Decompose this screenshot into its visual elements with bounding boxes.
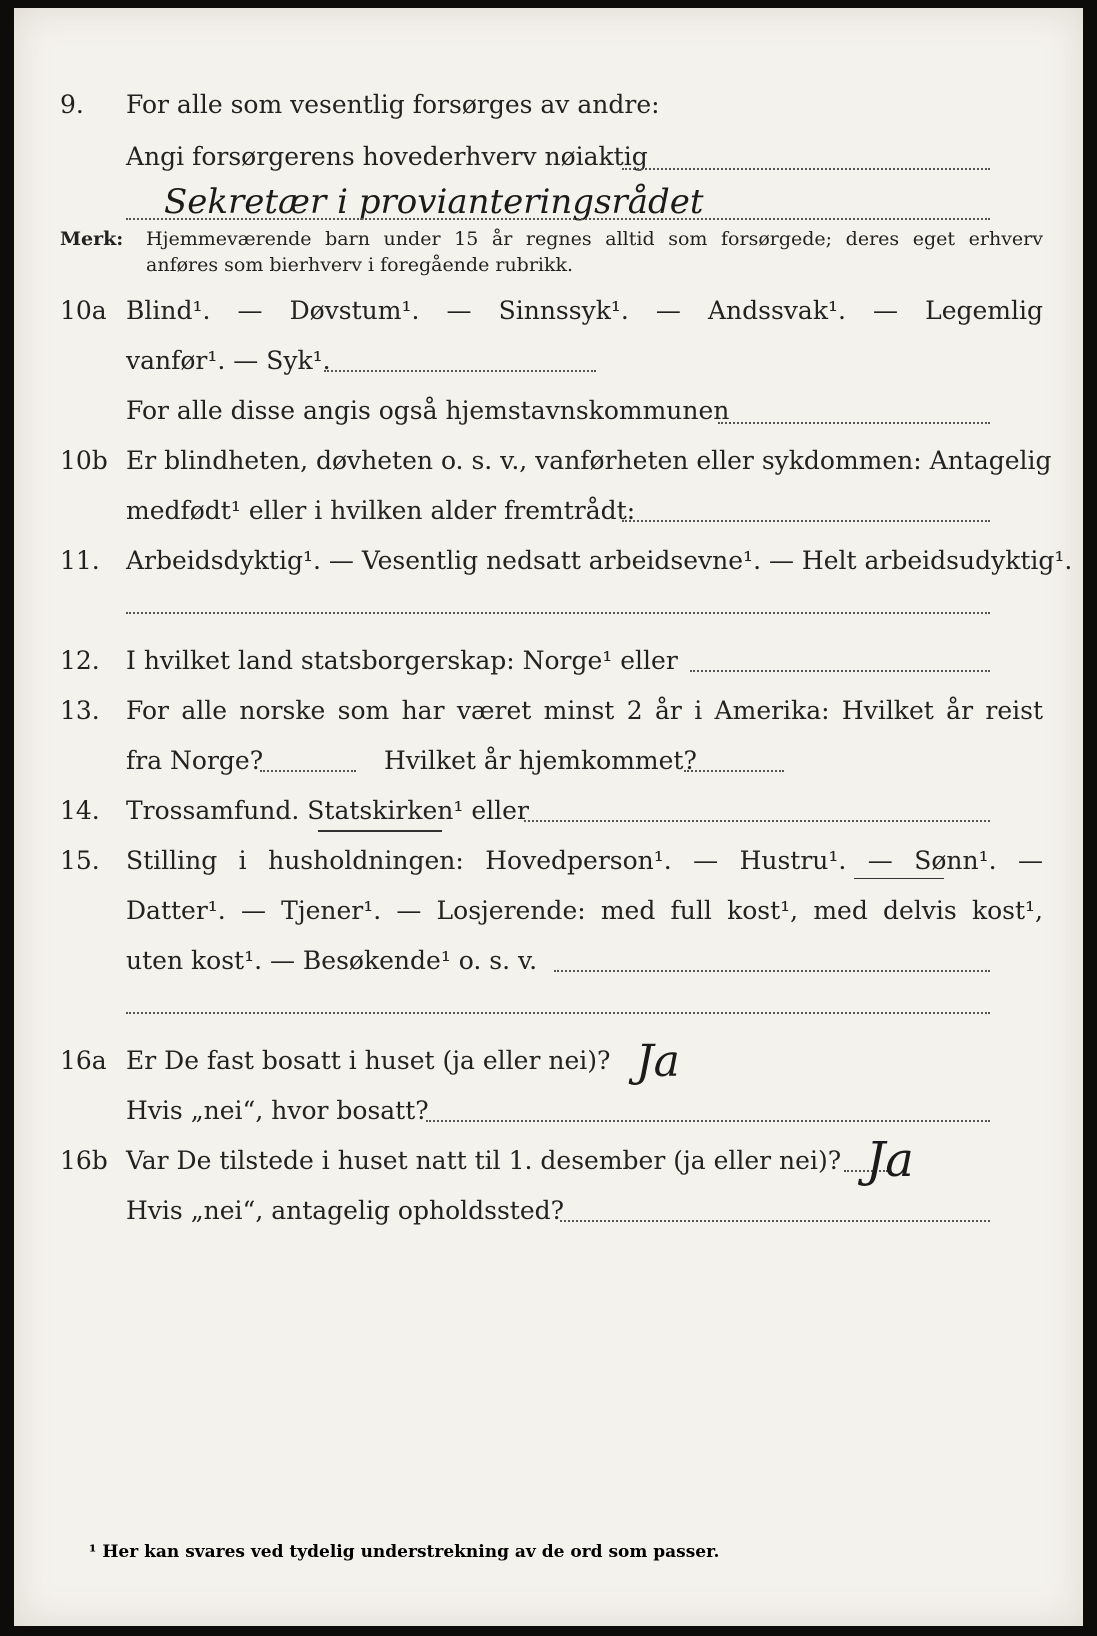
footnote: ¹ Her kan svares ved tydelig understrekning av de ord som passer. [89,1542,720,1562]
q10a-number: 10a [60,296,107,325]
q14-number: 14. [60,796,100,825]
q15-text-1: Stilling i husholdningen: Hovedperson¹. — Hustru¹. — Sønn¹. — [126,846,1043,875]
q10a-answer-line[interactable] [324,370,596,372]
q10a-row-3 [14,396,1083,436]
q11-text-1: Arbeidsdyktig¹. — Vesentlig nedsatt arbeidsevne¹. — Helt arbeidsudyktig¹. [126,546,1073,575]
q9-row-1 [14,90,1083,130]
q12-row-1 [14,646,1083,686]
q14-row-1 [14,796,1083,836]
q10a-row-1 [14,296,1083,336]
q9-handwritten-answer: Sekretær i provianteringsrådet [164,182,704,222]
q10a-text-1: Blind¹. — Døvstum¹. — Sinnssyk¹. — Andssvak¹. — Legemlig [126,296,1043,325]
q13-hjemkommet-line[interactable] [684,770,784,772]
merk-text-2: anføres som bierhverv i foregående rubrikk. [146,254,574,276]
q16b-row-2 [14,1196,1083,1236]
q15-sonn-underline [854,878,944,879]
q13-text-1: For alle norske som har været minst 2 år i Amerika: Hvilket år reist [126,696,1043,725]
q15-row-3 [14,946,1083,986]
q13-reist-line[interactable] [260,770,356,772]
q14-answer-line[interactable] [524,820,990,822]
q15-number: 15. [60,846,100,875]
q12-text-1: I hvilket land statsborgerskap: Norge¹ eller [126,646,678,675]
q13-text-2b: Hvilket år hjemkommet? [384,746,697,775]
q16a-handwritten-answer: Ja [636,1036,680,1087]
q16a-number: 16a [60,1046,107,1075]
q12-answer-line[interactable] [690,670,990,672]
q15-row-1 [14,846,1083,886]
q10a-text-3: For alle disse angis også hjemstavnskommunen [126,396,730,425]
q13-number: 13. [60,696,100,725]
q11-row-1 [14,546,1083,586]
q13-text-2a: fra Norge? [126,746,264,775]
q16b-opholdssted-line[interactable] [560,1220,990,1222]
q16a-answer-line[interactable] [426,1120,990,1122]
q9-row-3 [14,182,1083,226]
q12-number: 12. [60,646,100,675]
form-page [14,8,1083,1626]
q16b-row-1 [14,1132,1083,1188]
q13-row-1 [14,696,1083,736]
q10b-text-2: medfødt¹ eller i hvilken alder fremtrådt: [126,496,636,525]
q15-text-2: Datter¹. — Tjener¹. — Losjerende: med full kost¹, med delvis kost¹, [126,896,1043,925]
merk-text-1: Hjemmeværende barn under 15 år regnes alltid som forsørgede; deres eget erhverv [146,228,1043,250]
q10b-row-1 [14,446,1083,486]
q10b-row-2 [14,496,1083,536]
q16a-text-1: Er De fast bosatt i huset (ja eller nei)? [126,1046,611,1075]
q10a-text-2: vanfør¹. — Syk¹. [126,346,331,375]
q15-row-2 [14,896,1083,936]
q13-row-2 [14,746,1083,786]
q9-text-2: Angi forsørgerens hovederhverv nøiaktig [126,142,648,171]
q9-answer-line-2[interactable] [126,218,990,220]
q10a-hjemstavn-line[interactable] [718,422,990,424]
merk-row-2 [14,254,1083,294]
q9-row-2 [14,142,1083,182]
q16b-text-1: Var De tilstede i huset natt til 1. desember (ja eller nei)? [126,1146,842,1175]
q9-text-1: For alle som vesentlig forsørges av andre: [126,90,660,119]
q10b-answer-line[interactable] [622,520,990,522]
q11-answer-line[interactable] [126,612,990,614]
q10b-text-1: Er blindheten, døvheten o. s. v., vanførheten eller sykdommen: Antagelig [126,446,1052,475]
q15-text-3: uten kost¹. — Besøkende¹ o. s. v. [126,946,538,975]
q16b-number: 16b [60,1146,108,1175]
q16a-row-2 [14,1096,1083,1136]
merk-label: Merk: [60,228,124,250]
q16b-text-2: Hvis „nei“, antagelig opholdssted? [126,1196,565,1225]
q16a-row-1 [14,1036,1083,1087]
q9-number: 9. [60,90,84,119]
q16b-handwritten-answer: Ja [866,1132,914,1188]
q16a-text-2: Hvis „nei“, hvor bosatt? [126,1096,429,1125]
q14-text-1: Trossamfund. Statskirken¹ eller [126,796,529,825]
q15-answer-line[interactable] [554,970,990,972]
q15-extra-line[interactable] [126,1012,990,1014]
q10a-row-2 [14,346,1083,386]
q14-statskirken-underline [318,830,442,832]
q11-number: 11. [60,546,100,575]
q9-answer-line-1[interactable] [622,168,990,170]
q10b-number: 10b [60,446,108,475]
